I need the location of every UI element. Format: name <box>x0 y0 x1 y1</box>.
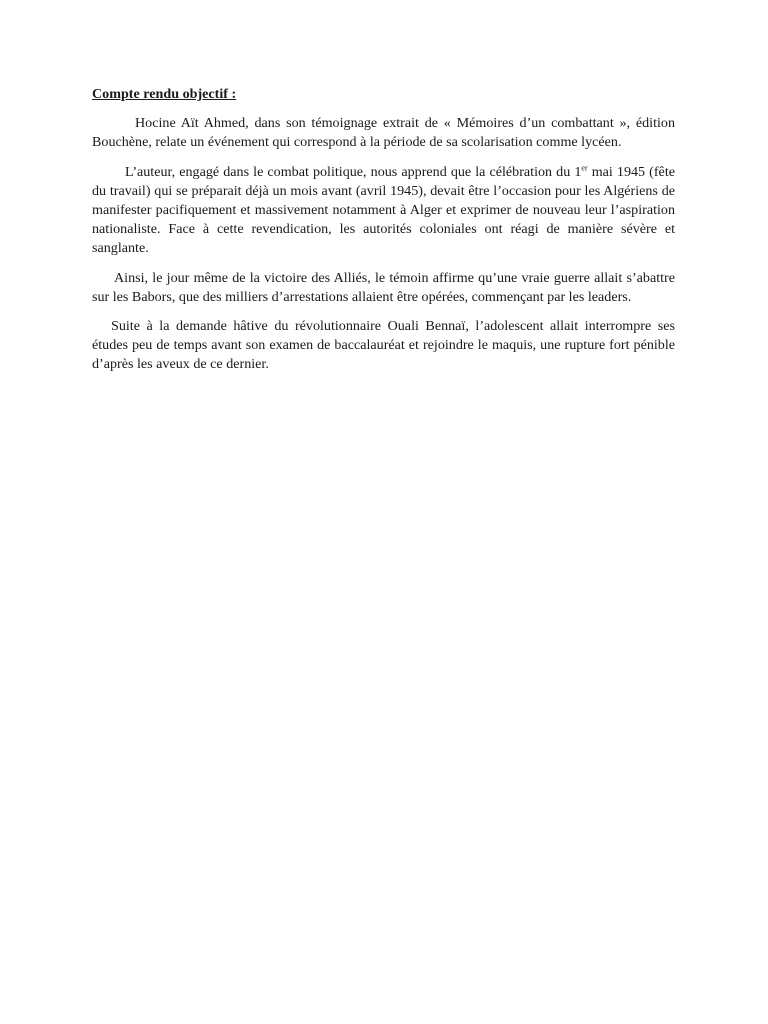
document-body <box>92 85 675 385</box>
document-heading: Compte rendu objectif : <box>92 86 237 102</box>
paragraph-2-text-end: mai 1945 (fête du travail) qui se préparait déjà un mois avant (avril 1945), devait être l’occasion pour les Algériens de manifester pacifiquement et massivement notamment à Alger et exprimer de nouveau leur l’aspiration nationaliste. Face à cette revendication, les autorités coloniales ont réagi de manière sévère et sanglante. <box>92 163 675 257</box>
paragraph-2 <box>92 163 675 259</box>
paragraph-2-text-start: L’auteur, engagé dans le combat politique, nous apprend que la célébration du 1 <box>125 163 582 180</box>
paragraph-1: Hocine Aït Ahmed, dans son témoignage extrait de « Mémoires d’un combattant », édition Bouchène, relate un événement qui correspond à la période de sa scolarisation comme lycéen. <box>92 115 675 151</box>
paragraph-2-superscript: er <box>581 162 588 172</box>
paragraph-4: Suite à la demande hâtive du révolutionnaire Ouali Bennaï, l’adolescent allait interrompre ses études peu de temps avant son examen de baccalauréat et rejoindre le maquis, une rupture fort pénible d’après les aveux de ce dernier. <box>92 318 675 373</box>
paragraph-3: Ainsi, le jour même de la victoire des Alliés, le témoin affirme qu’une vraie guerre allait s’abattre sur les Babors, que des milliers d’arrestations allaient être opérées, commençant par les leaders. <box>92 269 675 305</box>
